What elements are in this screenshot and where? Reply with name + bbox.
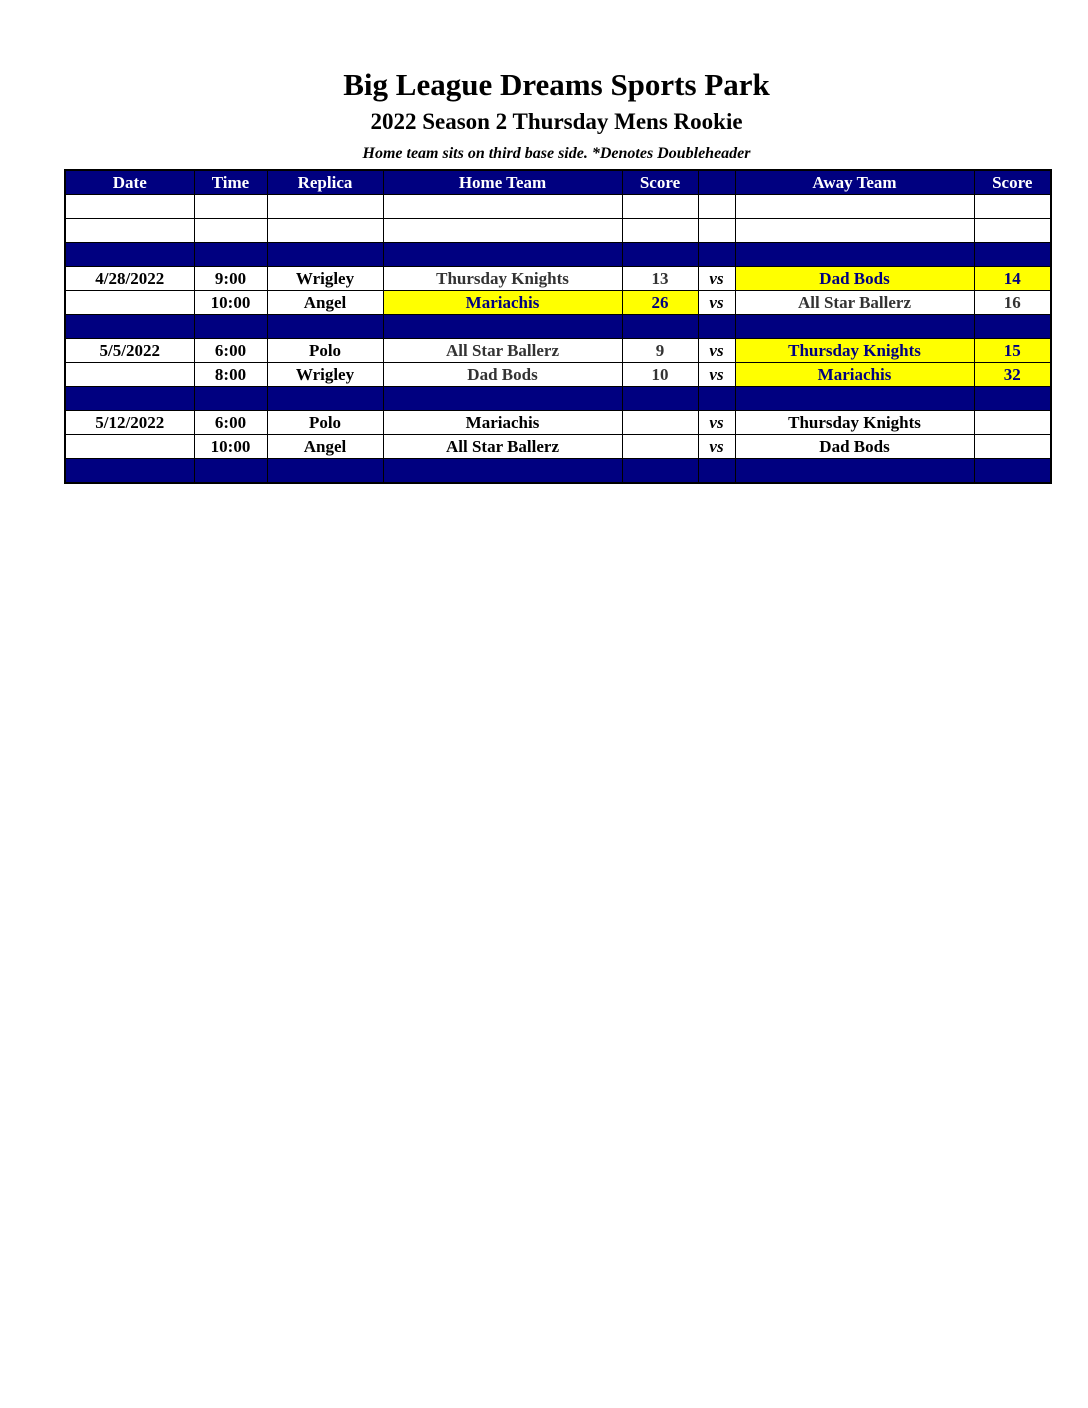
vs-cell: vs	[698, 267, 735, 291]
empty-cell	[267, 243, 383, 267]
spacer-row	[65, 243, 1051, 267]
game-row	[65, 291, 1051, 315]
empty-cell	[194, 459, 267, 484]
empty-cell	[735, 387, 974, 411]
empty-cell	[194, 219, 267, 243]
empty-cell	[974, 195, 1051, 219]
col-header-vs	[698, 170, 735, 195]
empty-cell	[194, 315, 267, 339]
time-cell: 6:00	[194, 411, 267, 435]
empty-cell	[622, 459, 698, 484]
header-row	[65, 170, 1051, 195]
vs-cell: vs	[698, 435, 735, 459]
replica-cell: Wrigley	[267, 267, 383, 291]
spacer-row	[65, 315, 1051, 339]
away-score-cell: 32	[974, 363, 1051, 387]
empty-cell	[974, 243, 1051, 267]
away-team-cell: Mariachis	[735, 363, 974, 387]
away-team-cell: Thursday Knights	[735, 339, 974, 363]
date-cell	[65, 291, 194, 315]
home-score-cell: 10	[622, 363, 698, 387]
col-header-time: Time	[194, 170, 267, 195]
empty-cell	[974, 315, 1051, 339]
blank-row	[65, 195, 1051, 219]
game-row	[65, 411, 1051, 435]
empty-cell	[65, 459, 194, 484]
empty-cell	[65, 243, 194, 267]
home-team-cell: All Star Ballerz	[383, 339, 622, 363]
home-team-cell: All Star Ballerz	[383, 435, 622, 459]
date-cell: 5/5/2022	[65, 339, 194, 363]
home-team-cell: Thursday Knights	[383, 267, 622, 291]
empty-cell	[974, 219, 1051, 243]
page-title: Big League Dreams Sports Park	[343, 67, 770, 102]
time-cell: 8:00	[194, 363, 267, 387]
schedule-body	[65, 195, 1051, 484]
empty-cell	[383, 219, 622, 243]
away-score-cell	[974, 435, 1051, 459]
col-header-replica: Replica	[267, 170, 383, 195]
empty-cell	[974, 459, 1051, 484]
col-header-home-team: Home Team	[383, 170, 622, 195]
empty-cell	[735, 219, 974, 243]
empty-cell	[65, 195, 194, 219]
schedule-table	[64, 169, 1052, 484]
game-row	[65, 339, 1051, 363]
home-score-cell: 9	[622, 339, 698, 363]
empty-cell	[622, 387, 698, 411]
empty-cell	[383, 315, 622, 339]
blank-row	[65, 219, 1051, 243]
replica-cell: Angel	[267, 435, 383, 459]
empty-cell	[698, 243, 735, 267]
spacer-row	[65, 387, 1051, 411]
empty-cell	[194, 387, 267, 411]
spacer-row	[65, 459, 1051, 484]
empty-cell	[735, 459, 974, 484]
away-team-cell: Dad Bods	[735, 435, 974, 459]
home-score-cell	[622, 435, 698, 459]
time-cell: 10:00	[194, 291, 267, 315]
game-row	[65, 435, 1051, 459]
time-cell: 10:00	[194, 435, 267, 459]
page-subtitle: 2022 Season 2 Thursday Mens Rookie	[370, 109, 743, 134]
replica-cell: Wrigley	[267, 363, 383, 387]
empty-cell	[65, 387, 194, 411]
empty-cell	[267, 315, 383, 339]
empty-cell	[698, 315, 735, 339]
vs-cell: vs	[698, 411, 735, 435]
home-score-cell: 13	[622, 267, 698, 291]
col-header-away-team: Away Team	[735, 170, 974, 195]
game-row	[65, 267, 1051, 291]
away-team-cell: Thursday Knights	[735, 411, 974, 435]
away-score-cell: 14	[974, 267, 1051, 291]
replica-cell: Polo	[267, 339, 383, 363]
date-cell	[65, 435, 194, 459]
date-cell	[65, 363, 194, 387]
empty-cell	[735, 315, 974, 339]
schedule-note: Home team sits on third base side. *Denotes Doubleheader	[362, 145, 751, 162]
empty-cell	[267, 459, 383, 484]
home-team-cell: Dad Bods	[383, 363, 622, 387]
col-header-home-score: Score	[622, 170, 698, 195]
away-score-cell: 16	[974, 291, 1051, 315]
replica-cell: Angel	[267, 291, 383, 315]
empty-cell	[194, 243, 267, 267]
empty-cell	[622, 219, 698, 243]
empty-cell	[698, 459, 735, 484]
date-cell: 4/28/2022	[65, 267, 194, 291]
empty-cell	[974, 387, 1051, 411]
date-cell: 5/12/2022	[65, 411, 194, 435]
vs-cell: vs	[698, 363, 735, 387]
empty-cell	[735, 243, 974, 267]
home-score-cell	[622, 411, 698, 435]
empty-cell	[383, 243, 622, 267]
away-score-cell	[974, 411, 1051, 435]
empty-cell	[698, 219, 735, 243]
empty-cell	[65, 219, 194, 243]
game-row	[65, 363, 1051, 387]
empty-cell	[383, 387, 622, 411]
away-team-cell: All Star Ballerz	[735, 291, 974, 315]
home-team-cell: Mariachis	[383, 411, 622, 435]
col-header-away-score: Score	[974, 170, 1051, 195]
home-team-cell: Mariachis	[383, 291, 622, 315]
away-team-cell: Dad Bods	[735, 267, 974, 291]
empty-cell	[267, 387, 383, 411]
time-cell: 6:00	[194, 339, 267, 363]
empty-cell	[65, 315, 194, 339]
empty-cell	[735, 195, 974, 219]
time-cell: 9:00	[194, 267, 267, 291]
vs-cell: vs	[698, 339, 735, 363]
empty-cell	[383, 459, 622, 484]
home-score-cell: 26	[622, 291, 698, 315]
away-score-cell: 15	[974, 339, 1051, 363]
empty-cell	[622, 315, 698, 339]
empty-cell	[194, 195, 267, 219]
empty-cell	[698, 387, 735, 411]
col-header-date: Date	[65, 170, 194, 195]
replica-cell: Polo	[267, 411, 383, 435]
empty-cell	[622, 243, 698, 267]
empty-cell	[383, 195, 622, 219]
vs-cell: vs	[698, 291, 735, 315]
empty-cell	[267, 195, 383, 219]
empty-cell	[267, 219, 383, 243]
empty-cell	[698, 195, 735, 219]
empty-cell	[622, 195, 698, 219]
